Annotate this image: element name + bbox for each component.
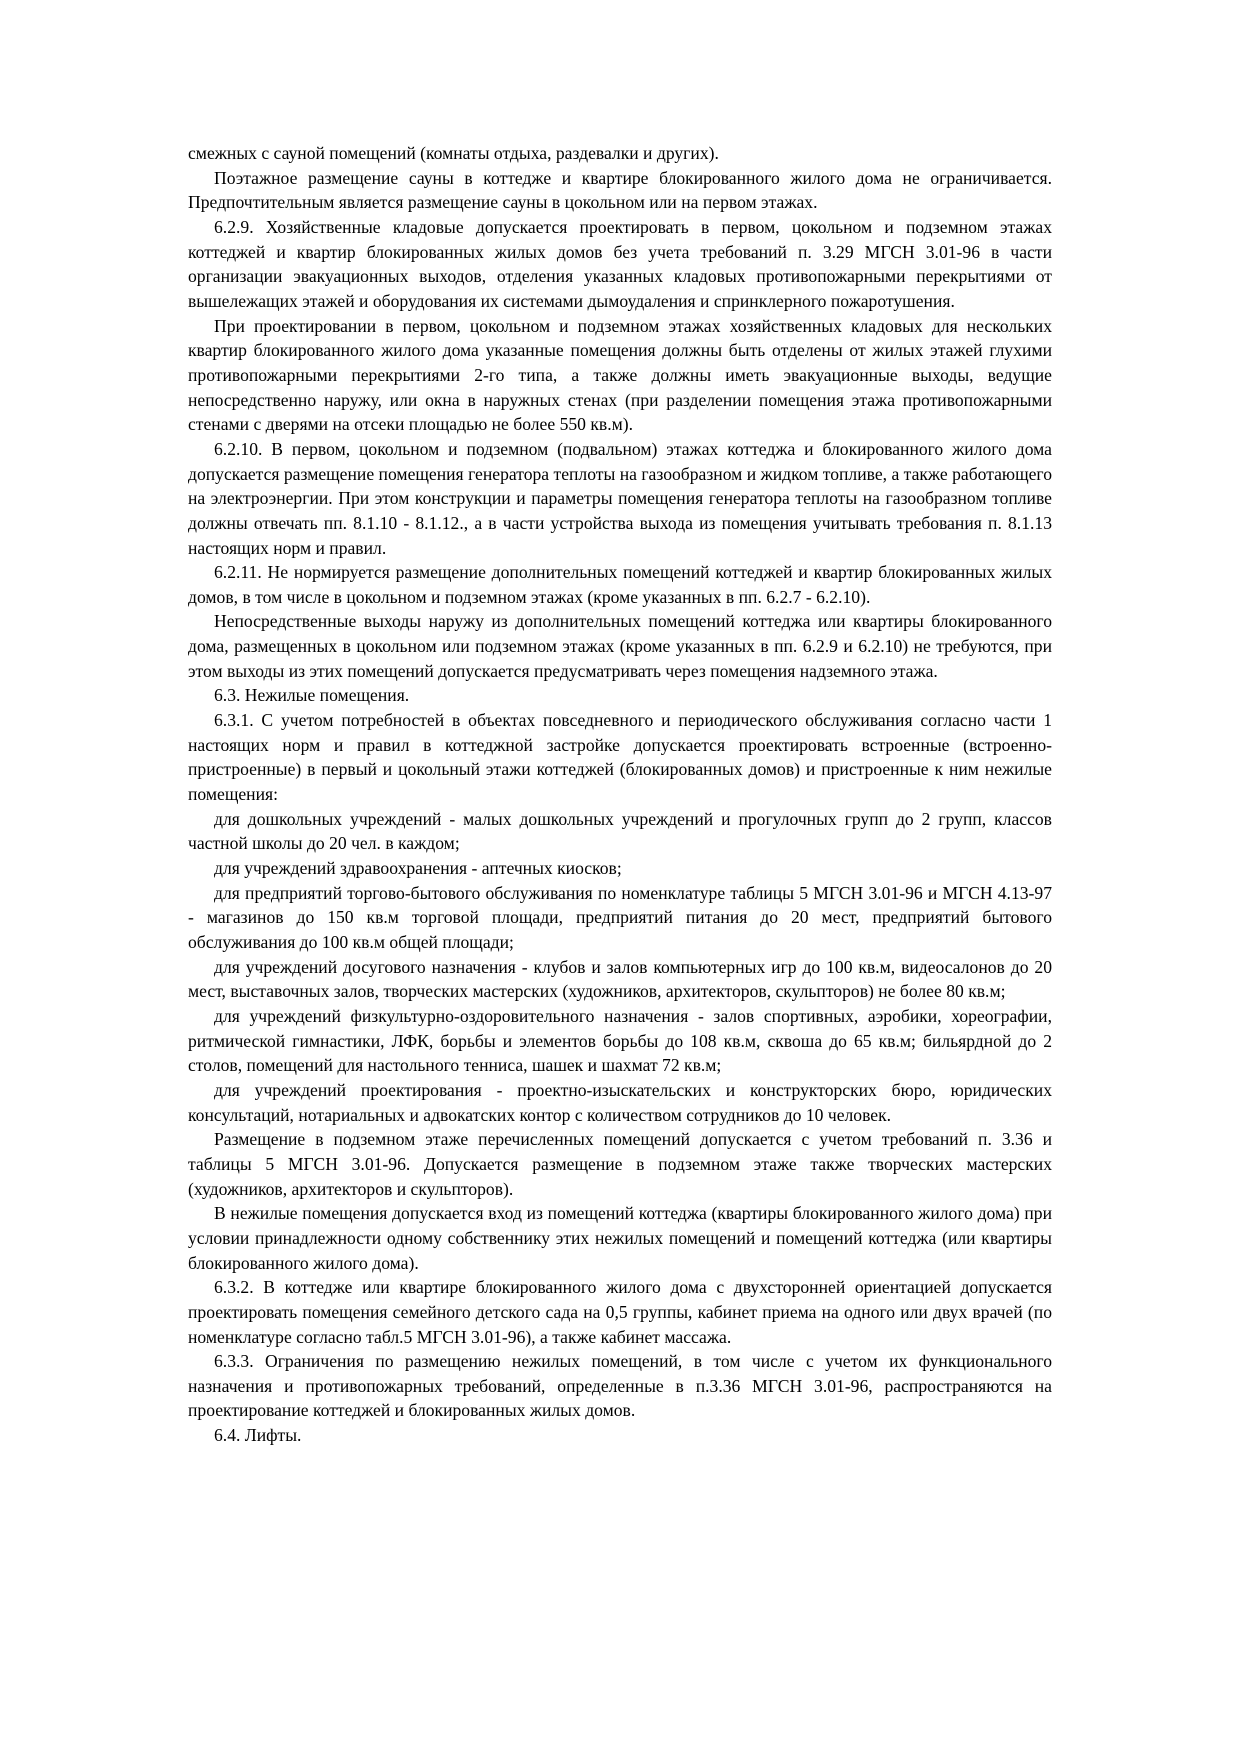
paragraph: Размещение в подземном этаже перечисленных помещений допускается с учетом требований п. 3.36 и таблицы 5 МГСН 3.01-96. Допускается размещение в подземном этаже также творческих мастерских (художников, архитекторов и скульпторов). <box>188 1129 1052 1199</box>
paragraph: При проектировании в первом, цокольном и подземном этажах хозяйственных кладовых для нескольких квартир блокированного жилого дома указанные помещения должны быть отделены от жилых этажей глухими противопожарными перекрытиями 2-го типа, а также должны иметь эвакуационные выходы, ведущие непосредственно наружу, или окна в наружных стенах (при разделении помещения этажа противопожарными стенами с дверями на отсеки площадью не более 550 кв.м). <box>188 315 1052 435</box>
paragraph-6-2-10: 6.2.10. В первом, цокольном и подземном (подвальном) этажах коттеджа и блокированного жилого дома допускается размещение помещения генератора теплоты на газообразном и жидком топливе, а также работающего на электроэнергии. При этом конструкции и параметры помещения генератора теплоты на газообразном топливе должны отвечать пп. 8.1.10 - 8.1.12., а в части устройства выхода из помещения учитывать требования п. 8.1.13 настоящих норм и правил. <box>188 438 1052 558</box>
section-heading-6-4: 6.4. Лифты. <box>214 1425 302 1446</box>
paragraph-continuation: смежных с сауной помещений (комнаты отдыха, раздевалки и других). <box>188 143 719 163</box>
paragraph: Поэтажное размещение сауны в коттедже и квартире блокированного жилого дома не ограничивается. Предпочтительным является размещение сауны в цокольном или на первом этажах. <box>188 167 1052 213</box>
section-heading-6-3: 6.3. Нежилые помещения. <box>214 685 410 706</box>
list-item-preschool: для дошкольных учреждений - малых дошкольных учреждений и прогулочных групп до 2 групп, классов частной школы до 20 чел. в каждом; <box>188 808 1052 854</box>
paragraph-6-2-9: 6.2.9. Хозяйственные кладовые допускается проектировать в первом, цокольном и подземном этажах коттеджей и квартир блокированных жилых домов без учета требований п. 3.29 МГСН 3.01-96 в части организации эвакуационных выходов, отделения указанных кладовых противопожарными перекрытиями от вышележащих этажей и оборудования их системами дымоудаления и спринклерного пожаротушения. <box>188 216 1052 311</box>
paragraph-6-3-1: 6.3.1. С учетом потребностей в объектах повседневного и периодического обслуживания согласно части 1 настоящих норм и правил в коттеджной застройке допускается проектировать встроенные (встроенно-пристроенные) в первый и цокольный этажи коттеджей (блокированных домов) и пристроенные к ним нежилые помещения: <box>188 710 1052 805</box>
list-item-sports: для учреждений физкультурно-оздоровительного назначения - залов спортивных, аэробики, хореографии, ритмической гимнастики, ЛФК, борьбы и элементов борьбы до 108 кв.м, сквоша до 65 кв.м; бильярдной до 2 столов, помещений для настольного тенниса, шашек и шахмат 72 кв.м; <box>188 1005 1052 1076</box>
paragraph: Непосредственные выходы наружу из дополнительных помещений коттеджа или квартиры блокированного дома, размещенных в цокольном или подземном этажах (кроме указанных в пп. 6.2.9 и 6.2.10) не требуются, при этом выходы из этих помещений допускается предусматривать через помещения надземного этажа. <box>188 611 1052 681</box>
paragraph-6-2-11: 6.2.11. Не нормируется размещение дополнительных помещений коттеджей и квартир блокированных жилых домов, в том числе в цокольном и подземном этажах (кроме указанных в пп. 6.2.7 - 6.2.10). <box>188 562 1052 607</box>
paragraph-6-3-3: 6.3.3. Ограничения по размещению нежилых помещений, в том числе с учетом их функционального назначения и противопожарных требований, определенные в п.3.36 МГСН 3.01-96, распространяются на проектирование коттеджей и блокированных жилых домов. <box>188 1351 1052 1421</box>
list-item-design-offices: для учреждений проектирования - проектно-изыскательских и конструкторских бюро, юридических консультаций, нотариальных и адвокатских контор с количеством сотрудников до 10 человек. <box>188 1079 1052 1125</box>
list-item-healthcare: для учреждений здравоохранения - аптечных киосков; <box>214 858 622 879</box>
document-text-block <box>188 141 1052 1448</box>
paragraph: В нежилые помещения допускается вход из помещений коттеджа (квартиры блокированного жилого дома) при условии принадлежности одному собственнику этих нежилых помещений и помещений коттеджа (или квартиры блокированного жилого дома). <box>188 1203 1052 1273</box>
paragraph-6-3-2: 6.3.2. В коттедже или квартире блокированного жилого дома с двухсторонней ориентацией допускается проектировать помещения семейного детского сада на 0,5 группы, кабинет приема на одного или двух врачей (по номенклатуре согласно табл.5 МГСН 3.01-96), а также кабинет массажа. <box>188 1277 1052 1347</box>
list-item-leisure: для учреждений досугового назначения - клубов и залов компьютерных игр до 100 кв.м, видеосалонов до 20 мест, выставочных залов, творческих мастерских (художников, архитекторов, скульпторов) не более 80 кв.м; <box>188 956 1052 1002</box>
list-item-trade-services: для предприятий торгово-бытового обслуживания по номенклатуре таблицы 5 МГСН 3.01-96 и МГСН 4.13-97 - магазинов до 150 кв.м торговой площади, предприятий питания до 20 мест, предприятий бытового обслуживания до 100 кв.м общей площади; <box>188 882 1052 952</box>
